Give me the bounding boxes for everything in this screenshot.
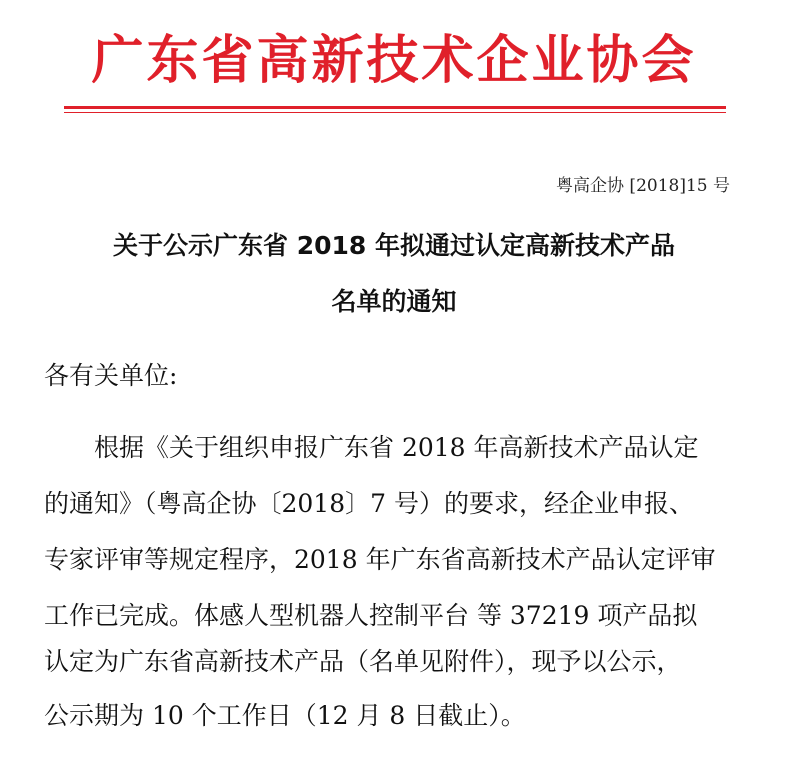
- notice-title-line-1: 关于公示广东省 2018 年拟通过认定高新技术产品: [113, 231, 675, 260]
- salutation: 各有关单位:: [44, 361, 178, 390]
- letterhead-rule-thin: [64, 112, 726, 113]
- body-line-3: 专家评审等规定程序，2018 年广东省高新技术产品认定评审: [44, 545, 716, 574]
- body-line-4: 工作已完成。体感人型机器人控制平台 等 37219 项产品拟: [44, 601, 698, 630]
- body-line-5: 认定为广东省高新技术产品（名单见附件），现予以公示，: [44, 647, 682, 676]
- letterhead-title: 广东省高新技术企业协会: [91, 30, 697, 91]
- document-number: 粤高企协 [2018]15 号: [556, 176, 730, 196]
- body-line-1: 根据《关于组织申报广东省 2018 年高新技术产品认定: [94, 433, 699, 462]
- notice-title-line-2: 名单的通知: [331, 287, 457, 316]
- letterhead-rule-thick: [64, 106, 726, 109]
- body-line-6: 公示期为 10 个工作日（12 月 8 日截止）。: [44, 701, 526, 730]
- body-line-2: 的通知》（粤高企协〔2018〕7 号）的要求，经企业申报、: [44, 489, 694, 518]
